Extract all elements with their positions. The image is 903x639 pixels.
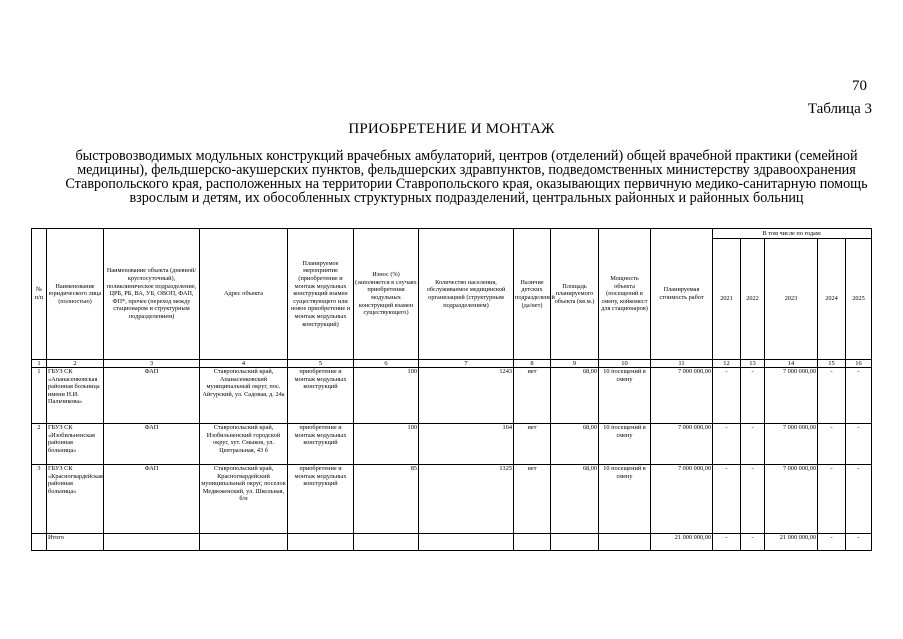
total-blank (104, 534, 200, 551)
row-area: 68,00 (551, 424, 599, 465)
row-planned-event: приобретение и монтаж модульных конструкций (288, 424, 354, 465)
document-subtitle: быстровозводимых модульных конструкций врачебных амбулаторий, центров (отделений) общей врачебной практики (семейной медицины), фельдшерско-акушерских пунктов, фельдшерских здравпунктов, подведомственных министерству здравоохранения Ставропольского края, расположенных на территории Ставропольского края, оказывающих первичную медико-санитарную помощь взрослым и детям, их обособленных структурных подразделений, центральных районных и районных больниц (65, 148, 868, 206)
row-y2025: - (846, 368, 872, 424)
row-capacity: 10 посещений в смену (599, 465, 651, 534)
total-blank (551, 534, 599, 551)
table-label: Таблица 3 (807, 101, 872, 117)
total-y2025: - (846, 534, 872, 551)
column-number: 15 (818, 360, 846, 368)
row-wear: 100 (354, 368, 419, 424)
row-planned-cost: 7 000 000,00 (651, 465, 713, 534)
column-number: 5 (288, 360, 354, 368)
row-population: 1325 (419, 465, 514, 534)
total-blank (514, 534, 551, 551)
row-wear: 100 (354, 424, 419, 465)
row-population: 1243 (419, 368, 514, 424)
row-y2021: - (713, 368, 741, 424)
row-address: Ставропольский край, Изобильненский городской округ, хут. Смыков, ул. Центральная, 43 б (200, 424, 288, 465)
total-blank (419, 534, 514, 551)
header-year-2022: 2022 (741, 239, 765, 360)
row-y2021: - (713, 465, 741, 534)
row-y2024: - (818, 424, 846, 465)
total-y2022: - (741, 534, 765, 551)
table-row (32, 368, 872, 424)
row-y2021: - (713, 424, 741, 465)
header-population: Количество населения, обслуживаемое медицинской организацией (структурным подразделением) (419, 229, 514, 360)
row-area: 68,00 (551, 368, 599, 424)
header-num: № п/п (32, 229, 47, 360)
row-children-units: нет (514, 465, 551, 534)
total-y2023: 21 000 000,00 (765, 534, 818, 551)
total-y2024: - (818, 534, 846, 551)
header-year-2023: 2023 (765, 239, 818, 360)
row-wear: 85 (354, 465, 419, 534)
column-number: 3 (104, 360, 200, 368)
column-number: 13 (741, 360, 765, 368)
row-planned-event: приобретение и монтаж модульных конструкций (288, 465, 354, 534)
row-legal-entity: ГБУЗ СК «Апанасенковская районная больница имени Н.И. Пальчикова» (47, 368, 104, 424)
procurement-table (31, 228, 872, 551)
header-wear: Износ (%) (заполняется в случаях приобретения модульных конструкций взамен существующего) (354, 229, 419, 360)
column-number: 10 (599, 360, 651, 368)
column-number: 8 (514, 360, 551, 368)
column-number: 7 (419, 360, 514, 368)
header-year-2021: 2021 (713, 239, 741, 360)
row-y2024: - (818, 368, 846, 424)
column-number: 2 (47, 360, 104, 368)
row-planned-event: приобретение и монтаж модульных конструкций (288, 368, 354, 424)
total-blank (354, 534, 419, 551)
row-children-units: нет (514, 368, 551, 424)
row-y2024: - (818, 465, 846, 534)
column-number: 11 (651, 360, 713, 368)
row-num: 1 (32, 368, 47, 424)
header-capacity: Мощность объекта (посещений в смену, койкомест для стационаров) (599, 229, 651, 360)
header-year-2024: 2024 (818, 239, 846, 360)
column-number: 14 (765, 360, 818, 368)
header-planned-cost: Планируемая стоимость работ (651, 229, 713, 360)
page-number: 70 (852, 78, 867, 94)
row-num: 2 (32, 424, 47, 465)
row-capacity: 10 посещений в смену (599, 424, 651, 465)
total-y2021: - (713, 534, 741, 551)
header-object-name: Наименование объекта (дневной/круглосуточный), поликлиническое подразделение, ЦРБ, РБ, ВА, УБ, ОВОП, ФАП, ФП*, прочее (переход между стационаром и структурным подразделением) (104, 229, 200, 360)
column-number: 12 (713, 360, 741, 368)
document-title: ПРИОБРЕТЕНИЕ И МОНТАЖ (348, 121, 555, 137)
total-blank (32, 534, 47, 551)
row-planned-cost: 7 000 000,00 (651, 368, 713, 424)
row-y2022: - (741, 368, 765, 424)
column-number: 1 (32, 360, 47, 368)
header-children-units: Наличие детских подразделений (да/нет) (514, 229, 551, 360)
row-legal-entity: ГБУЗ СК «Красногвардейская районная больница» (47, 465, 104, 534)
header-year-2025: 2025 (846, 239, 872, 360)
row-population: 164 (419, 424, 514, 465)
row-address: Ставропольский край, Апанасенковский муниципальный округ, пос. Айгурский, ул. Садовая, д. 24а (200, 368, 288, 424)
header-legal-entity: Наименование юридического лица (полностью) (47, 229, 104, 360)
row-y2023: 7 000 000,00 (765, 465, 818, 534)
column-number: 4 (200, 360, 288, 368)
total-blank (200, 534, 288, 551)
total-label: Итого (47, 534, 104, 551)
header-planned-event: Планируемое мероприятие (приобретение и монтаж модульных конструкций взамен существующего или новое приобретение и монтаж модульных конструкций) (288, 229, 354, 360)
header-address: Адрес объекта (200, 229, 288, 360)
header-by-years: В том числе по годам: (713, 229, 872, 239)
table-row (32, 465, 872, 534)
row-legal-entity: ГБУЗ СК «Изобильненская районная больница» (47, 424, 104, 465)
row-y2022: - (741, 465, 765, 534)
row-y2023: 7 000 000,00 (765, 424, 818, 465)
row-area: 68,00 (551, 465, 599, 534)
row-address: Ставропольский край, Красногвардейский муниципальный округ, поселок Медвеженский, ул. Школьная, б/н (200, 465, 288, 534)
column-number: 9 (551, 360, 599, 368)
total-planned-cost: 21 000 000,00 (651, 534, 713, 551)
row-object-name: ФАП (104, 368, 200, 424)
row-y2025: - (846, 465, 872, 534)
row-children-units: нет (514, 424, 551, 465)
row-num: 3 (32, 465, 47, 534)
header-area: Площадь планируемого объекта (кв.м.) (551, 229, 599, 360)
total-row (32, 534, 872, 551)
row-y2025: - (846, 424, 872, 465)
row-planned-cost: 7 000 000,00 (651, 424, 713, 465)
row-capacity: 10 посещений в смену (599, 368, 651, 424)
column-number: 6 (354, 360, 419, 368)
row-y2023: 7 000 000,00 (765, 368, 818, 424)
row-y2022: - (741, 424, 765, 465)
row-object-name: ФАП (104, 424, 200, 465)
column-number-row (32, 360, 872, 368)
row-object-name: ФАП (104, 465, 200, 534)
table-row (32, 424, 872, 465)
column-number: 16 (846, 360, 872, 368)
total-blank (288, 534, 354, 551)
total-blank (599, 534, 651, 551)
